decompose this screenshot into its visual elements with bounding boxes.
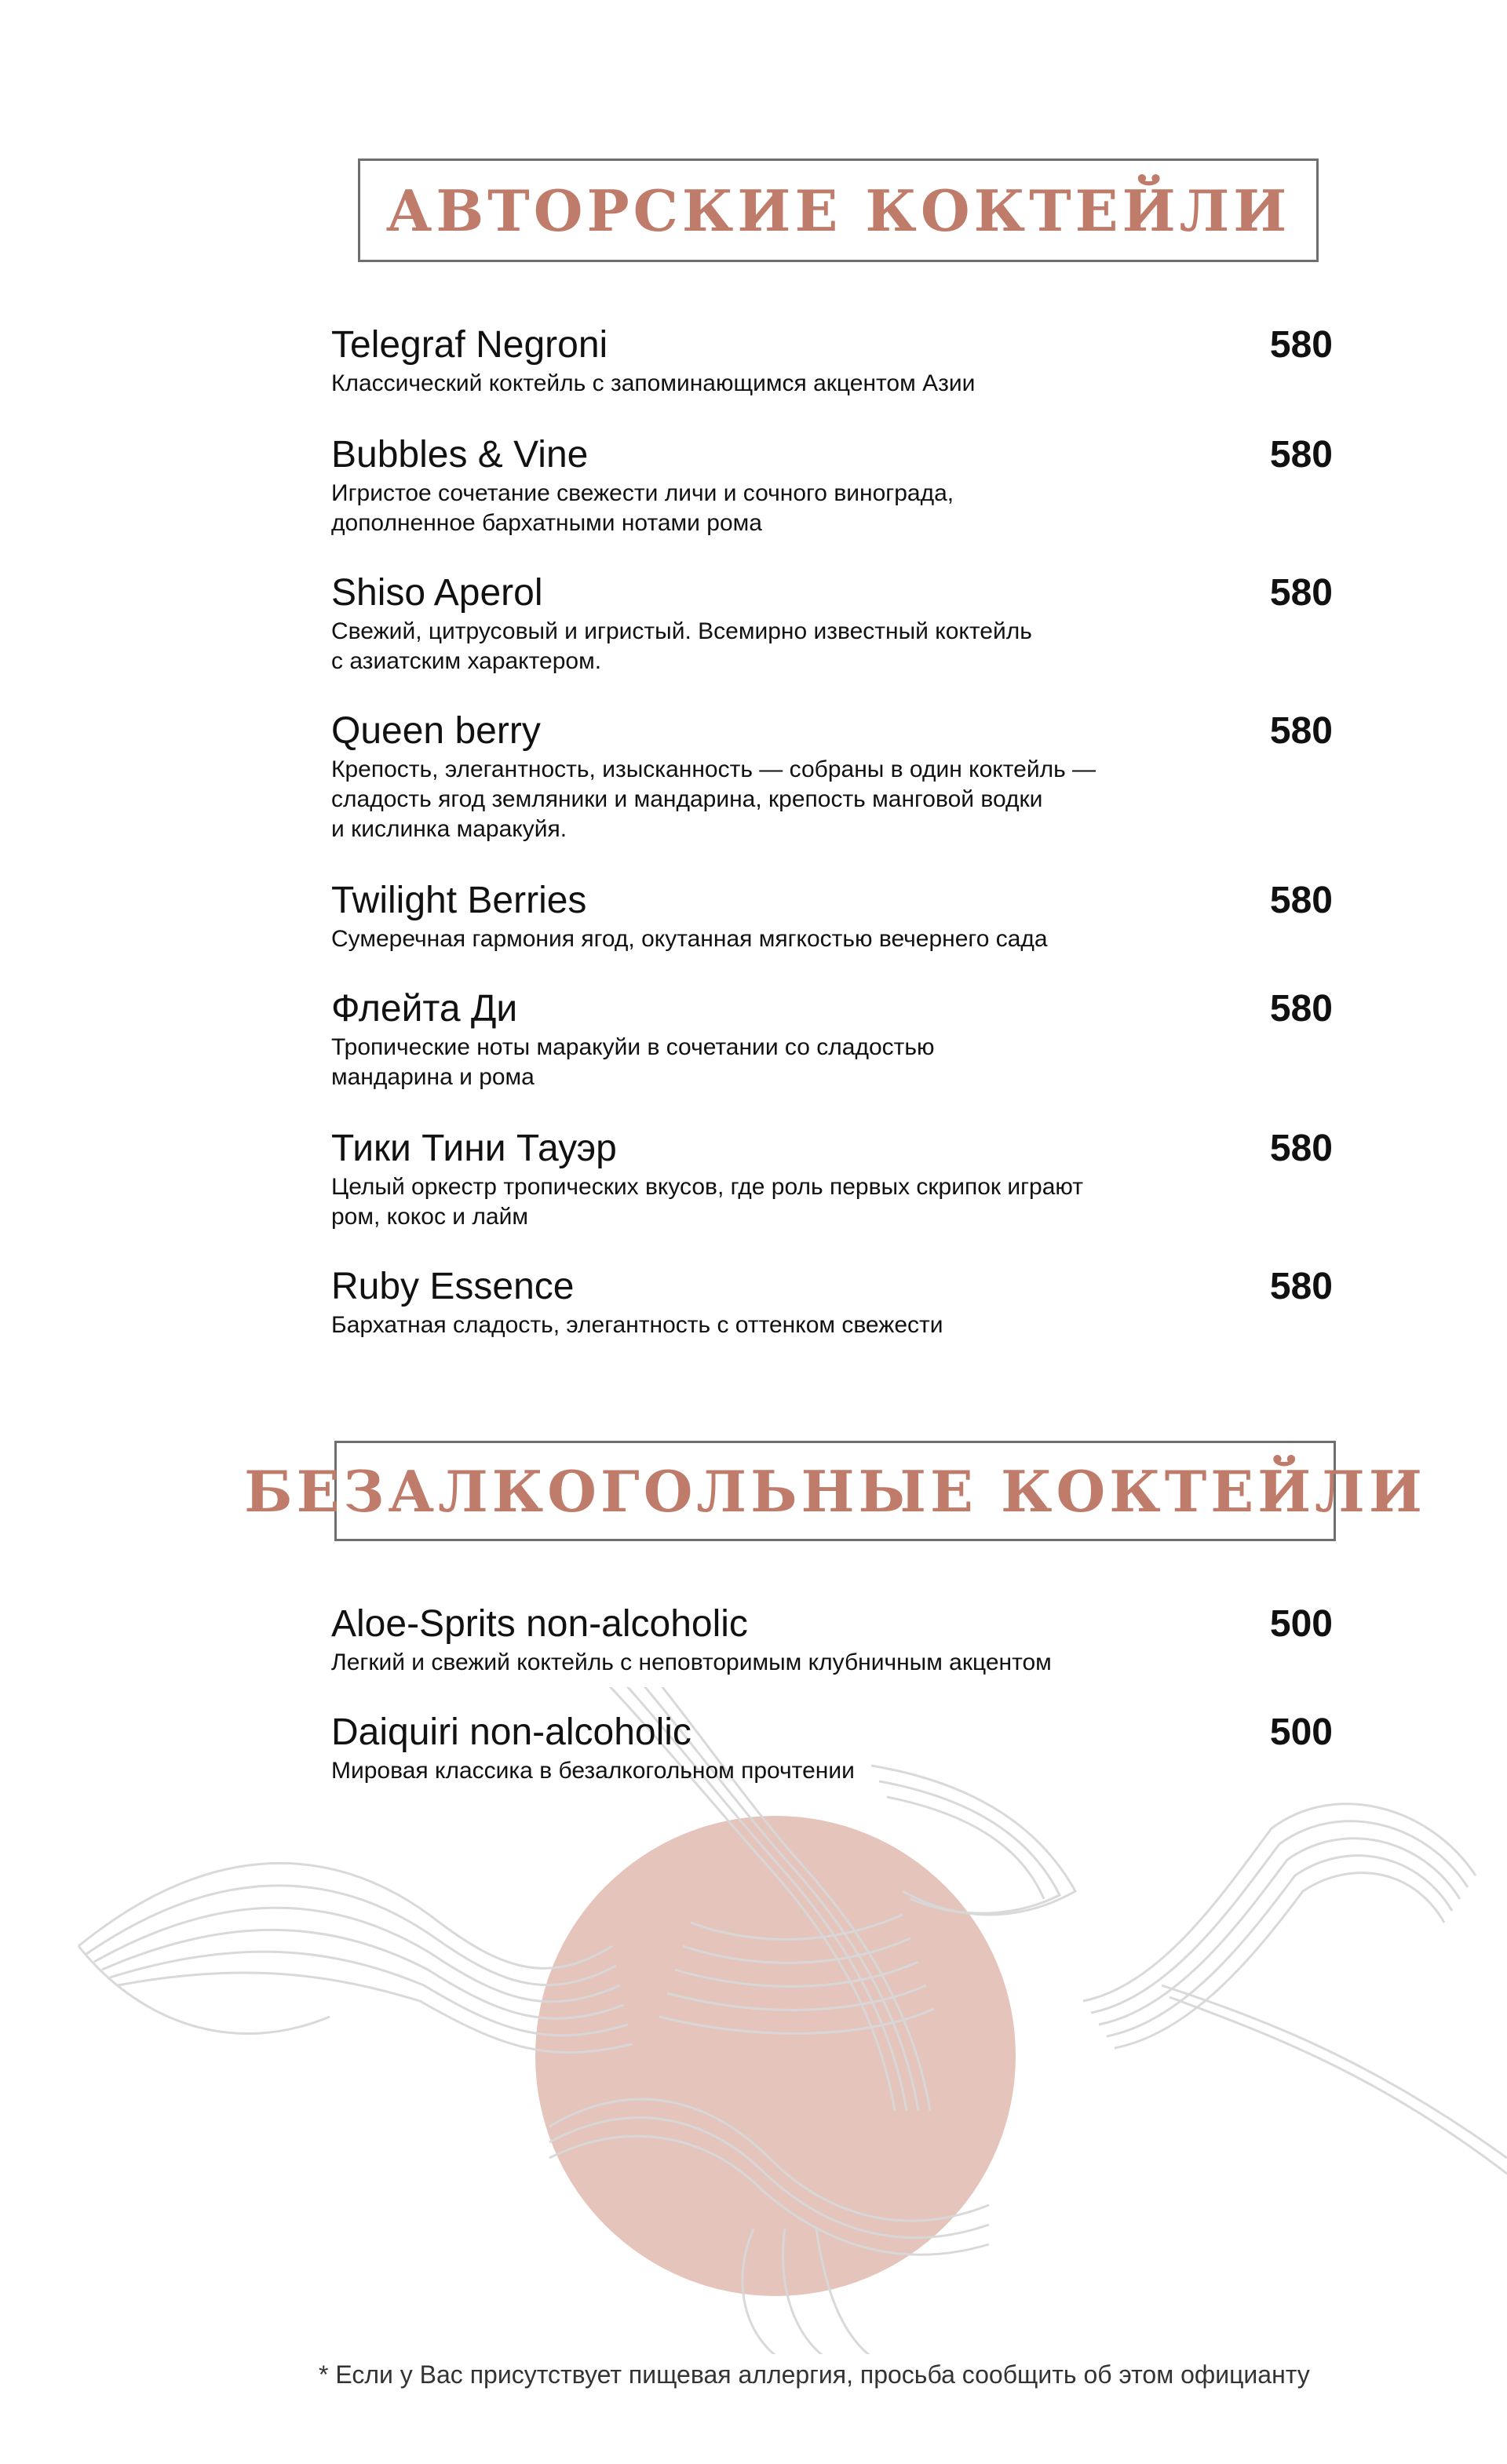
item-name: Ruby Essence xyxy=(331,1266,575,1307)
section-title-non-alcoholic-cocktails xyxy=(244,1441,1426,1541)
item-price: 580 xyxy=(1269,324,1333,366)
menu-item xyxy=(331,1602,1336,1678)
item-description: Целый оркестр тропических вкусов, где роль первых скрипок играют ром, кокос и лайм xyxy=(331,1174,1084,1230)
menu-item xyxy=(331,709,1336,844)
item-name: Daiquiri non-alcoholic xyxy=(331,1711,691,1753)
section-title-text: БЕЗАЛКОГОЛЬНЫЕ КОКТЕЙЛИ xyxy=(244,1457,1426,1525)
item-name: Queen berry xyxy=(331,710,541,752)
item-description: Игристое сочетание свежести личи и сочного винограда, дополненное бархатными нотами рома xyxy=(331,480,954,536)
item-description: Тропические ноты маракуйи в сочетании со сладостью мандарина и рома xyxy=(331,1034,935,1090)
menu-item xyxy=(331,571,1336,676)
item-price: 500 xyxy=(1269,1711,1333,1753)
menu-item xyxy=(331,433,1336,538)
item-description: Сумеречная гармония ягод, окутанная мягкостью вечернего сада xyxy=(331,926,1048,952)
item-description: Свежий, цитрусовый и игристый. Всемирно известный коктейль с азиатским характером. xyxy=(331,618,1032,674)
item-name: Aloe-Sprits non-alcoholic xyxy=(331,1603,748,1645)
menu-item xyxy=(331,879,1336,954)
item-description: Крепость, элегантность, изысканность — собраны в один коктейль — сладость ягод земляники и мандарина, крепость манговой водки и кислинка маракуйя. xyxy=(331,756,1096,842)
item-price: 580 xyxy=(1269,1266,1333,1307)
menu-item xyxy=(331,1265,1336,1340)
item-name: Тики Тини Тауэр xyxy=(331,1128,617,1169)
item-price: 580 xyxy=(1269,710,1333,752)
item-price: 580 xyxy=(1269,434,1333,476)
item-name: Флейта Ди xyxy=(331,988,518,1030)
item-price: 500 xyxy=(1269,1603,1333,1645)
item-name: Shiso Aperol xyxy=(331,572,543,614)
allergy-footnote: * Если у Вас присутствует пищевая аллергия, просьба сообщить об этом официанту xyxy=(319,2360,1310,2389)
item-price: 580 xyxy=(1269,988,1333,1030)
item-description: Бархатная сладость, элегантность с оттенком свежести xyxy=(331,1312,943,1338)
menu-item xyxy=(331,323,1336,399)
menu-item xyxy=(331,1127,1336,1232)
item-price: 580 xyxy=(1269,880,1333,921)
section-title-text: АВТОРСКИЕ КОКТЕЙЛИ xyxy=(385,177,1291,244)
menu-item xyxy=(331,987,1336,1092)
decorative-floral-illustration xyxy=(0,1687,1507,2354)
item-description: Легкий и свежий коктейль с неповторимым клубничным акцентом xyxy=(331,1649,1052,1675)
menu-item xyxy=(331,1711,1336,1786)
item-price: 580 xyxy=(1269,1128,1333,1169)
item-price: 580 xyxy=(1269,572,1333,614)
item-name: Twilight Berries xyxy=(331,880,587,921)
item-description: Классический коктейль с запоминающимся акцентом Азии xyxy=(331,370,976,396)
item-description: Мировая классика в безалкогольном прочтении xyxy=(331,1758,855,1784)
section-title-signature-cocktails xyxy=(358,159,1319,262)
peach-circle xyxy=(535,1816,1016,2296)
item-name: Telegraf Negroni xyxy=(331,324,608,366)
item-name: Bubbles & Vine xyxy=(331,434,589,476)
